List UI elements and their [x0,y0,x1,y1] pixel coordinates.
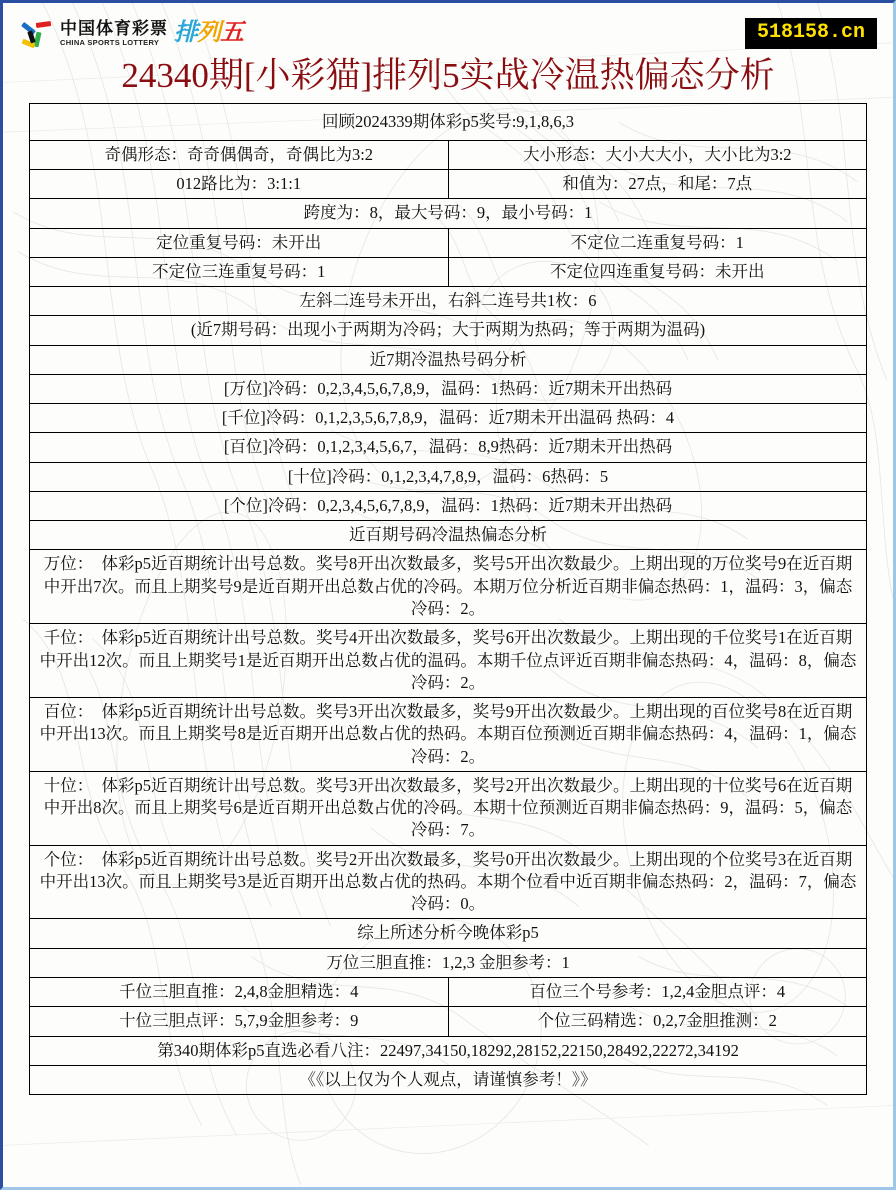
summary-shiwei: 十位三胆点评：5,7,9金胆参考：9 [30,1007,449,1036]
section-title-recent100: 近百期号码冷温热偏态分析 [30,521,867,550]
summary-qianwei: 千位三胆直推：2,4,8金胆精选：4 [30,977,449,1006]
table-row [30,257,867,286]
recent100-baiwei: 百位： 体彩p5近百期统计出号总数。奖号3开出次数最多，奖号9开出次数最少。上期出现的百位奖号8在近百期中开出13次。而且上期奖号8是近百期开出总数占优的热码。本期百位预测近百期非偏态热码：4，温码：1，偏态冷码：2。 [30,698,867,772]
odd-even-shape: 奇偶形态：奇奇偶偶奇，奇偶比为3:2 [30,140,449,169]
review-heading: 回顾2024339期体彩p5奖号:9,1,8,6,3 [30,103,867,140]
site-url-badge: 518158.cn [745,18,877,49]
logo-text-block [60,20,168,47]
table-row [30,287,867,316]
diagonal-pairs: 左斜二连号未开出，右斜二连号共1枚：6 [30,287,867,316]
page-header [3,3,893,58]
nonpositional-3-repeat: 不定位三连重复号码：1 [30,257,449,286]
logo-chinese-name: 中国体育彩票 [60,18,168,38]
section-title-recent7: 近7期冷温热号码分析 [30,345,867,374]
table-row [30,550,867,624]
page-title: 24340期[小彩猫]排列5实战冷温热偏态分析 [121,56,775,95]
table-row [30,345,867,374]
table-row [30,698,867,772]
nonpositional-2-repeat: 不定位二连重复号码：1 [448,228,867,257]
recent7-qianwei: [千位]冷码：0,1,2,3,5,6,7,8,9，温码：近7期未开出温码 热码：4 [30,404,867,433]
recent7-shiwei: [十位]冷码：0,1,2,3,4,7,8,9，温码：6热码：5 [30,462,867,491]
table-row [30,1036,867,1065]
analysis-table [29,103,867,1095]
table-row [30,140,867,169]
logo-english-name: CHINA SPORTS LOTTERY [60,37,160,47]
disclaimer-row: 《《以上仅为个人观点，请谨慎参考！》》 [30,1065,867,1094]
recent100-qianwei: 千位： 体彩p5近百期统计出号总数。奖号4开出次数最多，奖号6开出次数最少。上期出现的千位奖号1在近百期中开出12次。而且上期奖号1是近百期开出总数占优的温码。本期千位点评近百期非偏态热码：4，温码：8，偏态冷码：2。 [30,624,867,698]
table-row [30,1007,867,1036]
recent100-gewei: 个位： 体彩p5近百期统计出号总数。奖号2开出次数最多，奖号0开出次数最少。上期出现的个位奖号3在近百期中开出13次。而且上期奖号3是近百期开出总数占优的热码。本期个位看中近百期非偏态热码：2，温码：7，偏态冷码：0。 [30,845,867,919]
span-max-min: 跨度为：8，最大号码：9，最小号码：1 [30,199,867,228]
table-row [30,199,867,228]
logo-product-char-3: 五 [220,19,243,46]
table-row [30,624,867,698]
sum-value: 和值为：27点，和尾：7点 [448,170,867,199]
summary-title: 综上所述分析今晚体彩p5 [30,919,867,948]
table-row [30,316,867,345]
table-row [30,170,867,199]
recent7-wanwei: [万位]冷码：0,2,3,4,5,6,7,8,9，温码：1热码：近7期未开出热码 [30,374,867,403]
table-row [30,228,867,257]
logo-product-char-2: 列 [197,19,220,46]
summary-wanwei: 万位三胆直推：1,2,3 金胆参考：1 [30,948,867,977]
table-row [30,433,867,462]
big-small-shape: 大小形态：大小大大小，大小比为3:2 [448,140,867,169]
eight-bets-row: 第340期体彩p5直选必看八注：22497,34150,18292,28152,22150,28492,22272,34192 [30,1036,867,1065]
table-row [30,374,867,403]
table-row-review-heading [30,103,867,140]
positional-repeat: 定位重复号码：未开出 [30,228,449,257]
table-row [30,845,867,919]
logo-product-name [174,21,243,45]
lottery-mark-icon [21,17,55,49]
table-row [30,948,867,977]
table-row [30,919,867,948]
table-row [30,521,867,550]
summary-gewei: 个位三码精选：0,2,7金胆推测：2 [448,1007,867,1036]
table-row [30,977,867,1006]
recent7-baiwei: [百位]冷码：0,1,2,3,4,5,6,7，温码：8,9热码：近7期未开出热码 [30,433,867,462]
route012-ratio: 012路比为：3:1:1 [30,170,449,199]
hot-cold-definition-note: (近7期号码：出现小于两期为冷码；大于两期为热码；等于两期为温码) [30,316,867,345]
table-row [30,771,867,845]
sports-lottery-logo [21,13,243,53]
recent100-wanwei: 万位： 体彩p5近百期统计出号总数。奖号8开出次数最多，奖号5开出次数最少。上期出现的万位奖号9在近百期中开出7次。而且上期奖号9是近百期开出总数占优的冷码。本期万位分析近百期非偏态热码：1，温码：3，偏态冷码：2。 [30,550,867,624]
table-row [30,404,867,433]
table-row [30,1065,867,1094]
summary-baiwei: 百位三个号参考：1,2,4金胆点评：4 [448,977,867,1006]
table-row [30,491,867,520]
table-row [30,462,867,491]
nonpositional-4-repeat: 不定位四连重复号码：未开出 [448,257,867,286]
recent100-shiwei: 十位： 体彩p5近百期统计出号总数。奖号3开出次数最多，奖号2开出次数最少。上期出现的十位奖号6在近百期中开出8次。而且上期奖号6是近百期开出总数占优的冷码。本期十位预测近百期非偏态热码：9，温码：5，偏态冷码：7。 [30,771,867,845]
recent7-gewei: [个位]冷码：0,2,3,4,5,6,7,8,9，温码：1热码：近7期未开出热码 [30,491,867,520]
logo-product-char-1: 排 [174,19,197,46]
